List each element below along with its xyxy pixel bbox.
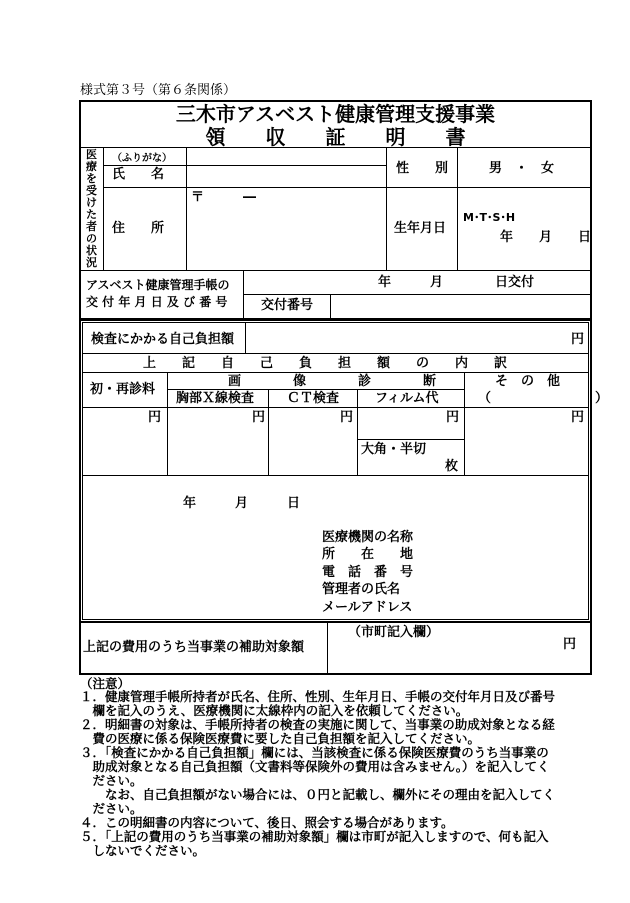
note-line: ２．明細書の対象は、手帳所持者の検査の実施に関して、当事業の助成対象となる経 [80,717,555,732]
copay-amount-field[interactable] [248,325,568,351]
note-line: 助成対象となる自己負担額（文書料等保険外の費用は含みません。）を記入してく [80,759,550,774]
form-title: 三木市アスベスト健康管理支援事業 [175,102,496,126]
initial-visit-header: 初・再診料 [90,382,156,397]
name-label: 氏 名 [112,167,165,182]
note-line: ５．「上記の費用のうち当事業の補助対象額」欄は市町が記入しますので、何も記入 [80,829,549,844]
handbook-label-2: 交 付 年 月 日 及 び 番 号 [86,295,228,309]
org-phone-label: 電 話 番 号 [322,565,414,580]
furigana-field[interactable] [188,149,384,164]
note-line: 欄を記入のうえ、医療機関に太線枠内の記入を依頼してください。 [80,703,469,718]
film-yen: 円 [446,410,460,425]
certify-date[interactable]: 年 月 日 [183,496,301,511]
address-label: 住 所 [112,221,165,236]
ct-amount-field[interactable] [270,426,355,473]
note-line: １．健康管理手帳所持者が氏名、住所、性別、生年月日、手帳の交付年月日及び番号 [80,689,556,704]
furigana-label: （ふりがな） [112,153,172,164]
other-yen: 円 [571,410,585,425]
name-field[interactable] [188,167,384,186]
note-line: ださい。 [80,801,143,816]
ct-header: ＣＴ検査 [287,391,340,406]
subsidy-label: 上記の費用のうち当事業の補助対象額 [83,640,305,655]
breakdown-title: 上 記 自 己 負 担 額 の 内 訳 [143,356,508,371]
form-subtitle: 領 収 証 明 書 [205,125,466,149]
film-header: フィルム代 [375,391,439,406]
note-line: 費の医療に係る保険医療費に要した自己負担額を記入してください。 [80,731,481,746]
note-line: しないでください。 [80,843,206,858]
chest-xray-header: 胸部Ｘ線検査 [176,391,255,406]
film-amount-field[interactable] [359,426,462,438]
note-line: ４．この明細書の内容について、後日、照会する場合があります。 [80,815,454,830]
city-note-label: （市町記入欄） [348,625,440,640]
copay-yen: 円 [571,332,585,347]
birth-label: 生年月日 [394,221,447,236]
gender-options[interactable]: 男 ・ 女 [489,161,555,176]
notes-heading: （注意） [80,676,131,691]
ct-yen: 円 [340,410,354,425]
handbook-label-1: アスベスト健康管理手帳の [86,278,230,292]
manager-name-label: 管理者の氏名 [322,582,401,597]
org-name-label: 医療機関の名称 [322,530,414,545]
note-line: ださい。 [80,773,143,788]
era-options[interactable]: M･T･S･H [463,211,516,224]
email-label: メールアドレス [322,600,413,615]
note-line: ３．「検査にかかる自己負担額」欄には、当該検査に係る保険医療費のうち当事業の [80,745,549,760]
other-header: そ の 他 [495,374,561,389]
film-sheets-unit: 枚 [445,459,459,474]
imaging-header: 画 像 診 断 [228,374,437,389]
subsidy-yen: 円 [563,637,577,652]
issue-number-label: 交付番号 [261,298,314,313]
other-amount-field[interactable] [466,426,587,473]
film-size-label: 大角・半切 [361,442,427,457]
form-number: 様式第３号（第６条関係） [80,83,237,98]
note-line: なお、自己負担額がない場合には、０円と記載し、欄外にその理由を記入してく [80,787,556,802]
postal-mark: 〒 ― [191,190,257,205]
chest-yen: 円 [252,410,266,425]
copay-label: 検査にかかる自己負担額 [91,332,235,347]
gender-label: 性 別 [396,161,449,176]
birth-date-field[interactable]: 年 月 日 [500,230,592,245]
org-address-label: 所 在 地 [322,547,414,562]
address-field[interactable] [188,206,384,268]
chest-amount-field[interactable] [169,426,266,473]
initial-amount-field[interactable] [85,426,165,473]
other-paren-field[interactable]: （ ） [478,391,609,406]
initial-yen: 円 [148,410,162,425]
handbook-issue-date[interactable]: 年 月 日交付 [378,275,535,290]
issue-number-field[interactable] [332,296,590,316]
subsidy-amount-field[interactable] [330,642,560,670]
